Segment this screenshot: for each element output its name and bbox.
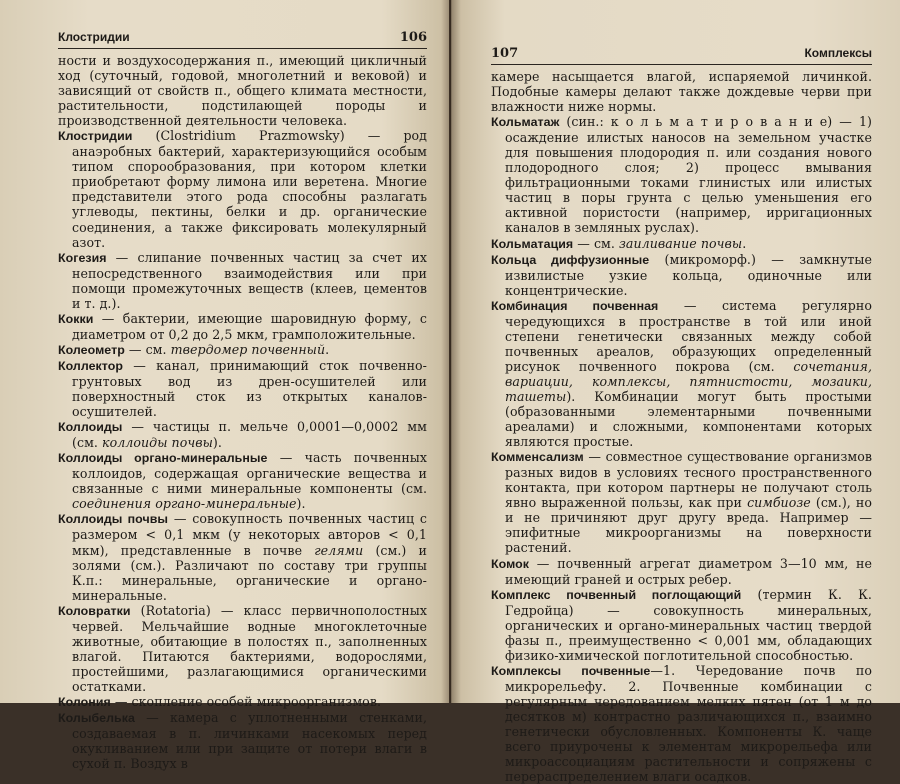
entry-headword: Комплекс почвенный поглощающий — [491, 587, 742, 602]
entry-definition: — скопление особей микроорганизмов. — [110, 693, 382, 709]
dictionary-entry — [491, 556, 872, 587]
right-header-title: Комплексы — [804, 46, 872, 60]
entry-headword: Кокки — [58, 311, 94, 326]
dictionary-entry — [58, 694, 427, 710]
right-running-header — [491, 40, 872, 65]
entry-cross-reference: соединения органо-минеральные — [72, 496, 297, 512]
entry-cross-reference: сочетания, вариации, комплексы, пятнистости, мозаики, ташеты — [505, 358, 872, 404]
entry-definition: — система регулярно чередующихся в пространстве в той или иной степени генетически связанных между собой почвенных ареалов, образующих определенный рисунок почвенного покрова (см. — [505, 297, 872, 374]
left-header-title: Клостридии — [58, 30, 130, 44]
entry-headword: Комок — [491, 556, 529, 571]
entry-headword: Колония — [58, 694, 111, 709]
entry-definition: — камера с уплотненными стенками, создаваемая в п. личинками насекомых перед окукливанием или при защите от потери влаги в сухой п. Воздух в — [72, 710, 427, 772]
entry-headword: Коллоиды органо-минеральные — [58, 451, 268, 466]
entry-definition: (син.: к о л ь м а т и р о в а н и е) — 1) осаждение илистых наносов на земельном участке для повышения плодородия п. или создания нового плодородного слоя; 2) процесс вмывания фильтрационными токами глинистых или илистых частиц в поры грунта с целью уменьшения его активной пористости (например, ирригационных каналов в земляных руслах). — [505, 114, 872, 236]
entry-definition: — совокупность почвенных частиц с размером < 0,1 мкм (у некоторых авторов < 0,1 мкм), представленные в почве — [72, 511, 427, 558]
dictionary-entry — [491, 114, 872, 235]
book-gutter — [441, 0, 461, 703]
left-page-number: 106 — [399, 30, 427, 45]
dictionary-entry — [491, 236, 872, 252]
entry-definition: (микроморф.) — замкнутые извилистые узкие кольца, одиночные или концентрические. — [505, 251, 872, 298]
entry-definition: ности и воздухосодержания п., имеющий цикличный ход (суточный, годовой, многолетний и вековой) и зависящий от свойств п., общего климата местности, растительности, подстилающей породы и производственной деятельности человека. — [58, 53, 427, 129]
dictionary-entry — [58, 419, 427, 450]
dictionary-entry — [491, 69, 872, 114]
entry-tail: ). Комбинации могут быть простыми (образованными элементарными почвенными ареалами) и сложными, компонентами которых являются простые. — [505, 388, 872, 450]
entry-definition: — совместное существование организмов разных видов в условиях тесного пространственного контакта, при котором партнеры не получают столь явно выраженной пользы, как при — [505, 449, 872, 511]
dictionary-entry — [58, 710, 427, 771]
entry-definition: (Clostridium Prazmowsky) — род анаэробных бактерий, характеризующийся особым типом спорообразования, при котором клетки приобретают форму лимона или веретена. Многие представители этого рода способны разлагать углеводы, пектины, белки и др. органические соединения, а также фиксировать молекулярный азот. — [72, 128, 427, 250]
entry-headword: Клостридии — [58, 129, 133, 144]
right-page-text — [491, 69, 872, 784]
entry-headword: Колеометр — [58, 342, 125, 357]
entry-headword: Комплексы почвенные — [491, 663, 651, 678]
entry-definition: — почвенный агрегат диаметром 3—10 мм, не имеющий граней и острых ребер. — [505, 555, 872, 587]
right-page-number: 107 — [491, 46, 519, 61]
entry-cross-reference: гелями — [314, 542, 364, 558]
entry-definition: — канал, принимающий сток почвенно-грунтовых вод из дрен-осушителей или поверхностный сток из открытых каналов-осушителей. — [72, 357, 427, 420]
entry-definition: — см. — [124, 341, 171, 357]
entry-headword: Коллоиды — [58, 420, 123, 435]
entry-headword: Кольца диффузионные — [491, 252, 650, 267]
dictionary-entry — [491, 663, 872, 784]
right-page — [451, 0, 900, 784]
left-page — [0, 0, 449, 772]
left-page-text — [58, 53, 427, 771]
entry-definition: — бактерии, имеющие шаровидную форму, с диаметром от 0,2 до 2,5 мкм, грамположительные. — [72, 310, 427, 342]
dictionary-entry — [58, 311, 427, 342]
entry-headword: Когезия — [58, 250, 107, 265]
dictionary-entry — [491, 252, 872, 298]
entry-headword: Кольматаж — [491, 115, 560, 130]
entry-tail: (см.) и золями (см.). Различают по составу три группы К.п.: минеральные, органические и органо-минеральные. — [72, 542, 427, 603]
entry-headword: Комменсализм — [491, 450, 584, 465]
dictionary-entry — [58, 358, 427, 419]
entry-definition: — слипание почвенных частиц за счет их непосредственного взаимодействия или при помощи промежуточных веществ (клеев, цементов и т. д.). — [72, 249, 427, 311]
dictionary-entry — [58, 128, 427, 249]
dictionary-entry — [58, 450, 427, 511]
entry-cross-reference: симбиозе — [747, 495, 811, 511]
left-running-header — [58, 24, 427, 49]
entry-tail: (см.), но и не причиняют друг другу вреда. Например — эпифитные микроорганизмы на поверхности растений. — [505, 495, 872, 556]
entry-definition: — часть почвенных коллоидов, содержащая органические вещества и связанные с ними минеральные компоненты (см. — [72, 450, 427, 497]
dictionary-entry — [58, 511, 427, 602]
entry-definition: камере насыщается влагой, испаряемой личинкой. Подобные камеры делают также дождевые черви при влажности ниже нормы. — [491, 69, 872, 115]
entry-headword: Кольматация — [491, 236, 574, 251]
dictionary-entry — [58, 53, 427, 128]
entry-tail: ). — [296, 496, 306, 512]
entry-tail: ). — [212, 435, 222, 451]
dictionary-entry — [491, 449, 872, 555]
entry-headword: Коллоиды почвы — [58, 512, 169, 527]
entry-definition: — частицы п. мельче 0,0001—0,0002 мм (см. — [72, 419, 427, 451]
entry-headword: Коллектор — [58, 358, 123, 373]
entry-definition: (Rotatoria) — класс первичнополостных червей. Мельчайшие водные многоклеточные животные, обитающие в полостях п., заполненных влагой. Питаются бактериями, водорослями, простейшими, разлагающимися органическими остатками. — [72, 602, 427, 694]
entry-definition: — см. — [573, 235, 619, 251]
entry-cross-reference: твердомер почвенный — [170, 341, 326, 357]
dictionary-entry — [58, 603, 427, 694]
entry-tail: . — [742, 235, 747, 251]
dictionary-entry — [58, 342, 427, 358]
dictionary-entry — [58, 250, 427, 311]
entry-definition: —1. Чередование почв по микрорельефу. 2. Почвенные комбинации с регулярным чередованием мелких пятен (от 1 м до десятков м) контрастно различающихся п., взаимно генетически обусловленных. Компоненты К. чаще всего приурочены к элементам микрорельефа или микроассоциациям растительности и сопряжены с перераспределением влаги осадков. — [505, 662, 873, 784]
entry-headword: Колыбелька — [58, 711, 135, 726]
entry-tail: . — [325, 341, 330, 357]
entry-definition: (термин К. К. Гедройца) — совокупность минеральных, органических и органо-минеральных частиц твердой фазы п., преимущественно < 0,001 мм, обладающих физико-химической поглотительной способностью. — [505, 586, 872, 663]
entry-cross-reference: заиливание почвы — [619, 235, 743, 251]
entry-headword: Коловратки — [58, 603, 131, 618]
dictionary-entry — [491, 587, 872, 663]
entry-cross-reference: коллоиды почвы — [102, 435, 213, 451]
dictionary-entry — [491, 298, 872, 449]
entry-headword: Комбинация почвенная — [491, 298, 659, 313]
